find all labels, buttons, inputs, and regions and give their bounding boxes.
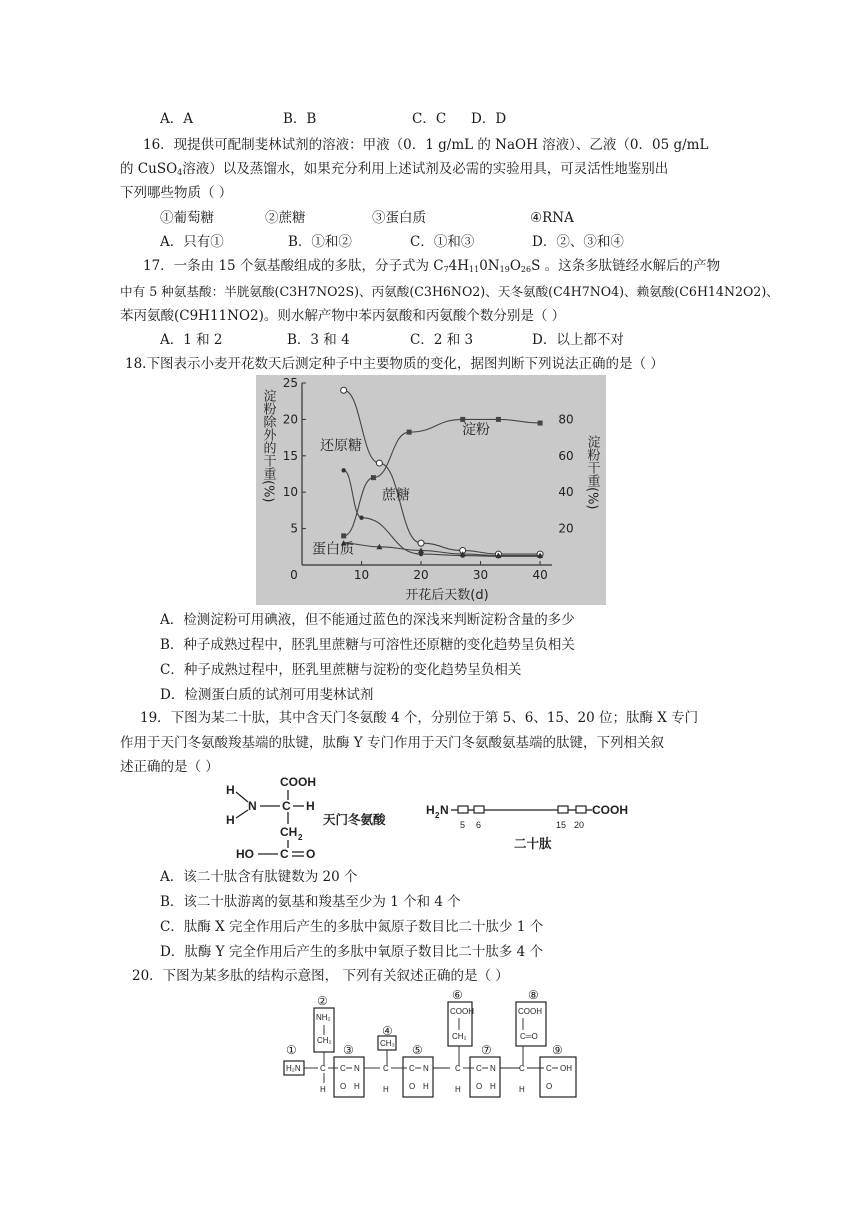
- svg-text:C: C: [383, 1064, 389, 1073]
- point-还原糖: [341, 468, 345, 472]
- svg-text:N: N: [354, 1064, 360, 1073]
- y-left-tick-label: 25: [282, 376, 298, 390]
- point-淀粉: [341, 533, 346, 538]
- svg-text:OH: OH: [560, 1064, 572, 1073]
- label-7: ⑦: [481, 1043, 492, 1057]
- point-淀粉: [371, 475, 376, 480]
- y-left-tick-label: 20: [282, 412, 298, 427]
- pos-6: 6: [476, 820, 482, 830]
- q20-stem: 20．下图为某多肽的结构示意图， 下列有关叙述正确的是（ ）: [132, 968, 509, 984]
- svg-text:H: H: [226, 783, 235, 797]
- series-label-淀粉: 淀粉: [462, 421, 490, 438]
- svg-text:COOH: COOH: [450, 1007, 474, 1016]
- q16-item-1: ①葡萄糖: [160, 210, 214, 226]
- q16-stem-line3: 下列哪些物质（ ）: [120, 185, 233, 201]
- q16-option-a: A．只有①: [160, 234, 224, 250]
- svg-text:NH₂: NH₂: [316, 1013, 331, 1022]
- q16-item-2: ②蔗糖: [265, 210, 306, 226]
- svg-text:H: H: [354, 1082, 360, 1091]
- q17-stem-line1: 17．一条由 15 个氨基酸组成的多肽，分子式为 $C_74H_{11}0N_{19}O_{26}S$ 。这条多肽链经水解后的产物: [143, 258, 721, 274]
- point-淀粉: [538, 421, 543, 426]
- q17-option-d: D．以上都不对: [532, 332, 624, 348]
- point-淀粉: [496, 417, 501, 422]
- y-right-tick-label: 20: [558, 521, 574, 536]
- svg-text:N: N: [440, 803, 449, 817]
- pos-15: 15: [556, 820, 567, 830]
- q16-stem-line1: 16．现提供可配制斐林试剂的溶液：甲液（0．1 g/mL 的 NaOH 溶液）、乙液（0．05 g/mL: [143, 137, 709, 153]
- twenty-peptide-label: 二十肽: [514, 837, 552, 851]
- point-淀粉: [407, 430, 412, 435]
- y-right-tick-label: 80: [558, 412, 574, 427]
- q17-option-b: B．3 和 4: [287, 332, 350, 348]
- pos-20: 20: [574, 820, 585, 830]
- series-line-还原糖: [344, 470, 540, 556]
- svg-text:O: O: [476, 1082, 483, 1091]
- q18-chart: [256, 375, 606, 605]
- series-label-还原糖: 还原糖: [320, 437, 362, 454]
- label-8: ⑧: [528, 988, 539, 1002]
- svg-text:H: H: [383, 1085, 389, 1094]
- q17-option-c: C．2 和 3: [410, 332, 474, 348]
- q19-option-c: C．肽酶 X 完全作用后产生的多肽中氮原子数目比二十肽少 1 个: [160, 919, 544, 935]
- q19-stem-line3: 述正确的是（ ）: [120, 759, 219, 775]
- x-axis-label: 开花后天数(d): [405, 588, 489, 603]
- q20-polypeptide-figure: [270, 985, 590, 1101]
- svg-text:C: C: [280, 847, 289, 861]
- q16-item-4: ④RNA: [530, 210, 574, 226]
- svg-text:H: H: [423, 1082, 429, 1091]
- q18-chart-svg: [256, 375, 606, 605]
- q16-option-b: B．①和②: [288, 234, 352, 250]
- x-tick-label: 40: [532, 568, 548, 582]
- q18-option-c: C．种子成熟过程中，胚乳里蔗糖与淀粉的变化趋势呈负相关: [160, 662, 522, 678]
- svg-text:HO: HO: [236, 847, 254, 861]
- svg-text:COOH: COOH: [518, 1007, 542, 1016]
- x-tick-label: 10: [353, 568, 370, 582]
- svg-text:H: H: [455, 1085, 461, 1094]
- x-tick-label: 30: [472, 568, 489, 582]
- label-2: ②: [317, 994, 328, 1008]
- svg-text:COOH: COOH: [280, 775, 316, 789]
- point-蔗糖: [341, 387, 347, 393]
- svg-text:H: H: [320, 1085, 326, 1094]
- label-3: ③: [343, 1043, 354, 1057]
- svg-text:H: H: [519, 1085, 525, 1094]
- y-left-tick-label: 5: [290, 521, 298, 536]
- svg-text:CH₃: CH₃: [380, 1039, 395, 1048]
- svg-text:C: C: [519, 1064, 525, 1073]
- series-line-蔗糖: [344, 390, 540, 554]
- svg-text:C═O: C═O: [520, 1032, 538, 1041]
- svg-text:H: H: [490, 1082, 496, 1091]
- q17-stem-line3: 苯丙氨酸(C9H11NO2)。则水解产物中苯丙氨酸和丙氨酸个数分别是（ ）: [120, 308, 566, 324]
- point-蔗糖: [376, 460, 382, 466]
- point-蔗糖: [418, 540, 424, 546]
- q19-stem-line2: 作用于天门冬氨酸羧基端的肽键，肽酶 Y 专门作用于天门冬氨酸氨基端的肽键，下列相关叙: [120, 735, 664, 751]
- q18-option-b: B．种子成熟过程中，胚乳里蔗糖与可溶性还原糖的变化趋势呈负相关: [160, 637, 575, 653]
- twenty-peptide-diagram: [426, 803, 628, 830]
- svg-text:CH₂: CH₂: [452, 1032, 467, 1041]
- series-label-蛋白质: 蛋白质: [312, 541, 354, 558]
- q17-option-a: A．1 和 2: [160, 332, 223, 348]
- svg-text:C: C: [320, 1064, 326, 1073]
- x-tick-label: 0: [290, 568, 298, 582]
- svg-text:2: 2: [435, 811, 440, 820]
- svg-text:C: C: [455, 1064, 461, 1073]
- label-1: ①: [286, 1043, 297, 1057]
- q18-option-d: D．检测蛋白质的试剂可用斐林试剂: [160, 687, 374, 703]
- series-label-蔗糖: 蔗糖: [382, 487, 410, 504]
- svg-text:C: C: [282, 799, 291, 813]
- svg-text:N: N: [248, 799, 257, 813]
- point-还原糖: [359, 515, 363, 519]
- svg-text:CH₂: CH₂: [317, 1036, 332, 1045]
- svg-text:O: O: [546, 1082, 553, 1091]
- q17-stem-line2: 中有 5 种氨基酸：半胱氨酸(C3H7NO2S)、丙氨酸(C3H6NO2)、天冬氨酸(C4H7NO4)、赖氨酸(C6H14N2O2)、: [120, 284, 779, 299]
- q15-option-c: C．C: [412, 111, 447, 127]
- y-axis-right-label: 淀粉干重(%): [584, 435, 600, 510]
- q19-option-d: D．肽酶 Y 完全作用后产生的多肽中氧原子数目比二十肽多 4 个: [160, 944, 543, 960]
- asp-label: 天门冬氨酸: [323, 813, 386, 827]
- svg-text:C: C: [546, 1064, 552, 1073]
- q16-option-c: C．①和③: [410, 234, 475, 250]
- y-axis-left-label: 淀粉除外的干重(%): [260, 389, 276, 503]
- y-right-tick-label: 40: [558, 485, 574, 500]
- svg-text:O: O: [306, 847, 316, 861]
- q18-stem: 18.下图表示小麦开花数天后测定种子中主要物质的变化，据图判断下列说法正确的是（ ）: [125, 356, 664, 372]
- svg-text:CH: CH: [280, 825, 298, 839]
- q19-stem-line1: 19．下图为某二十肽，其中含天门冬氨酸 4 个，分别位于第 5、6、15、20 位；肽酶 X 专门: [140, 710, 699, 726]
- svg-text:O: O: [340, 1082, 347, 1091]
- svg-text:O: O: [409, 1082, 416, 1091]
- q18-option-a: A．检测淀粉可用碘液，但不能通过蓝色的深浅来判断淀粉含量的多少: [160, 612, 575, 628]
- svg-text:C: C: [340, 1064, 346, 1073]
- svg-text:H: H: [226, 813, 235, 827]
- label-9: ⑨: [552, 1043, 563, 1057]
- q16-option-d: D．②、③和④: [532, 234, 624, 250]
- y-left-tick-label: 15: [282, 448, 298, 463]
- y-right-tick-label: 60: [558, 448, 574, 463]
- svg-text:N: N: [423, 1064, 429, 1073]
- y-left-tick-label: 10: [282, 485, 298, 500]
- x-tick-label: 20: [413, 568, 429, 582]
- svg-text:H: H: [426, 803, 435, 817]
- asp-structure: [226, 775, 316, 861]
- q19-option-b: B．该二十肽游离的氨基和羧基至少为 1 个和 4 个: [160, 894, 461, 910]
- q15-option-d: D．D: [471, 111, 507, 127]
- svg-text:C: C: [476, 1064, 482, 1073]
- label-5: ⑤: [412, 1043, 423, 1057]
- svg-text:2: 2: [298, 833, 303, 842]
- label-6: ⑥: [452, 988, 463, 1002]
- q19-structure-figure: [218, 772, 638, 864]
- svg-text:H: H: [306, 799, 315, 813]
- svg-text:N: N: [490, 1064, 496, 1073]
- svg-text:H₂N: H₂N: [286, 1064, 301, 1073]
- q16-item-3: ③蛋白质: [372, 210, 426, 226]
- q15-option-a: A．A: [160, 111, 193, 127]
- label-4: ④: [382, 1024, 393, 1038]
- svg-text:COOH: COOH: [592, 803, 628, 817]
- q15-option-b: B．B: [283, 111, 317, 127]
- q19-option-a: A．该二十肽含有肽键数为 20 个: [160, 869, 358, 885]
- svg-text:C: C: [409, 1064, 415, 1073]
- q16-stem-line2: 的 CuSO$_4$溶液）以及蒸馏水，如果充分利用上述试剂及必需的实验用具，可灵活性地鉴别出: [120, 161, 669, 177]
- pos-5: 5: [460, 820, 466, 830]
